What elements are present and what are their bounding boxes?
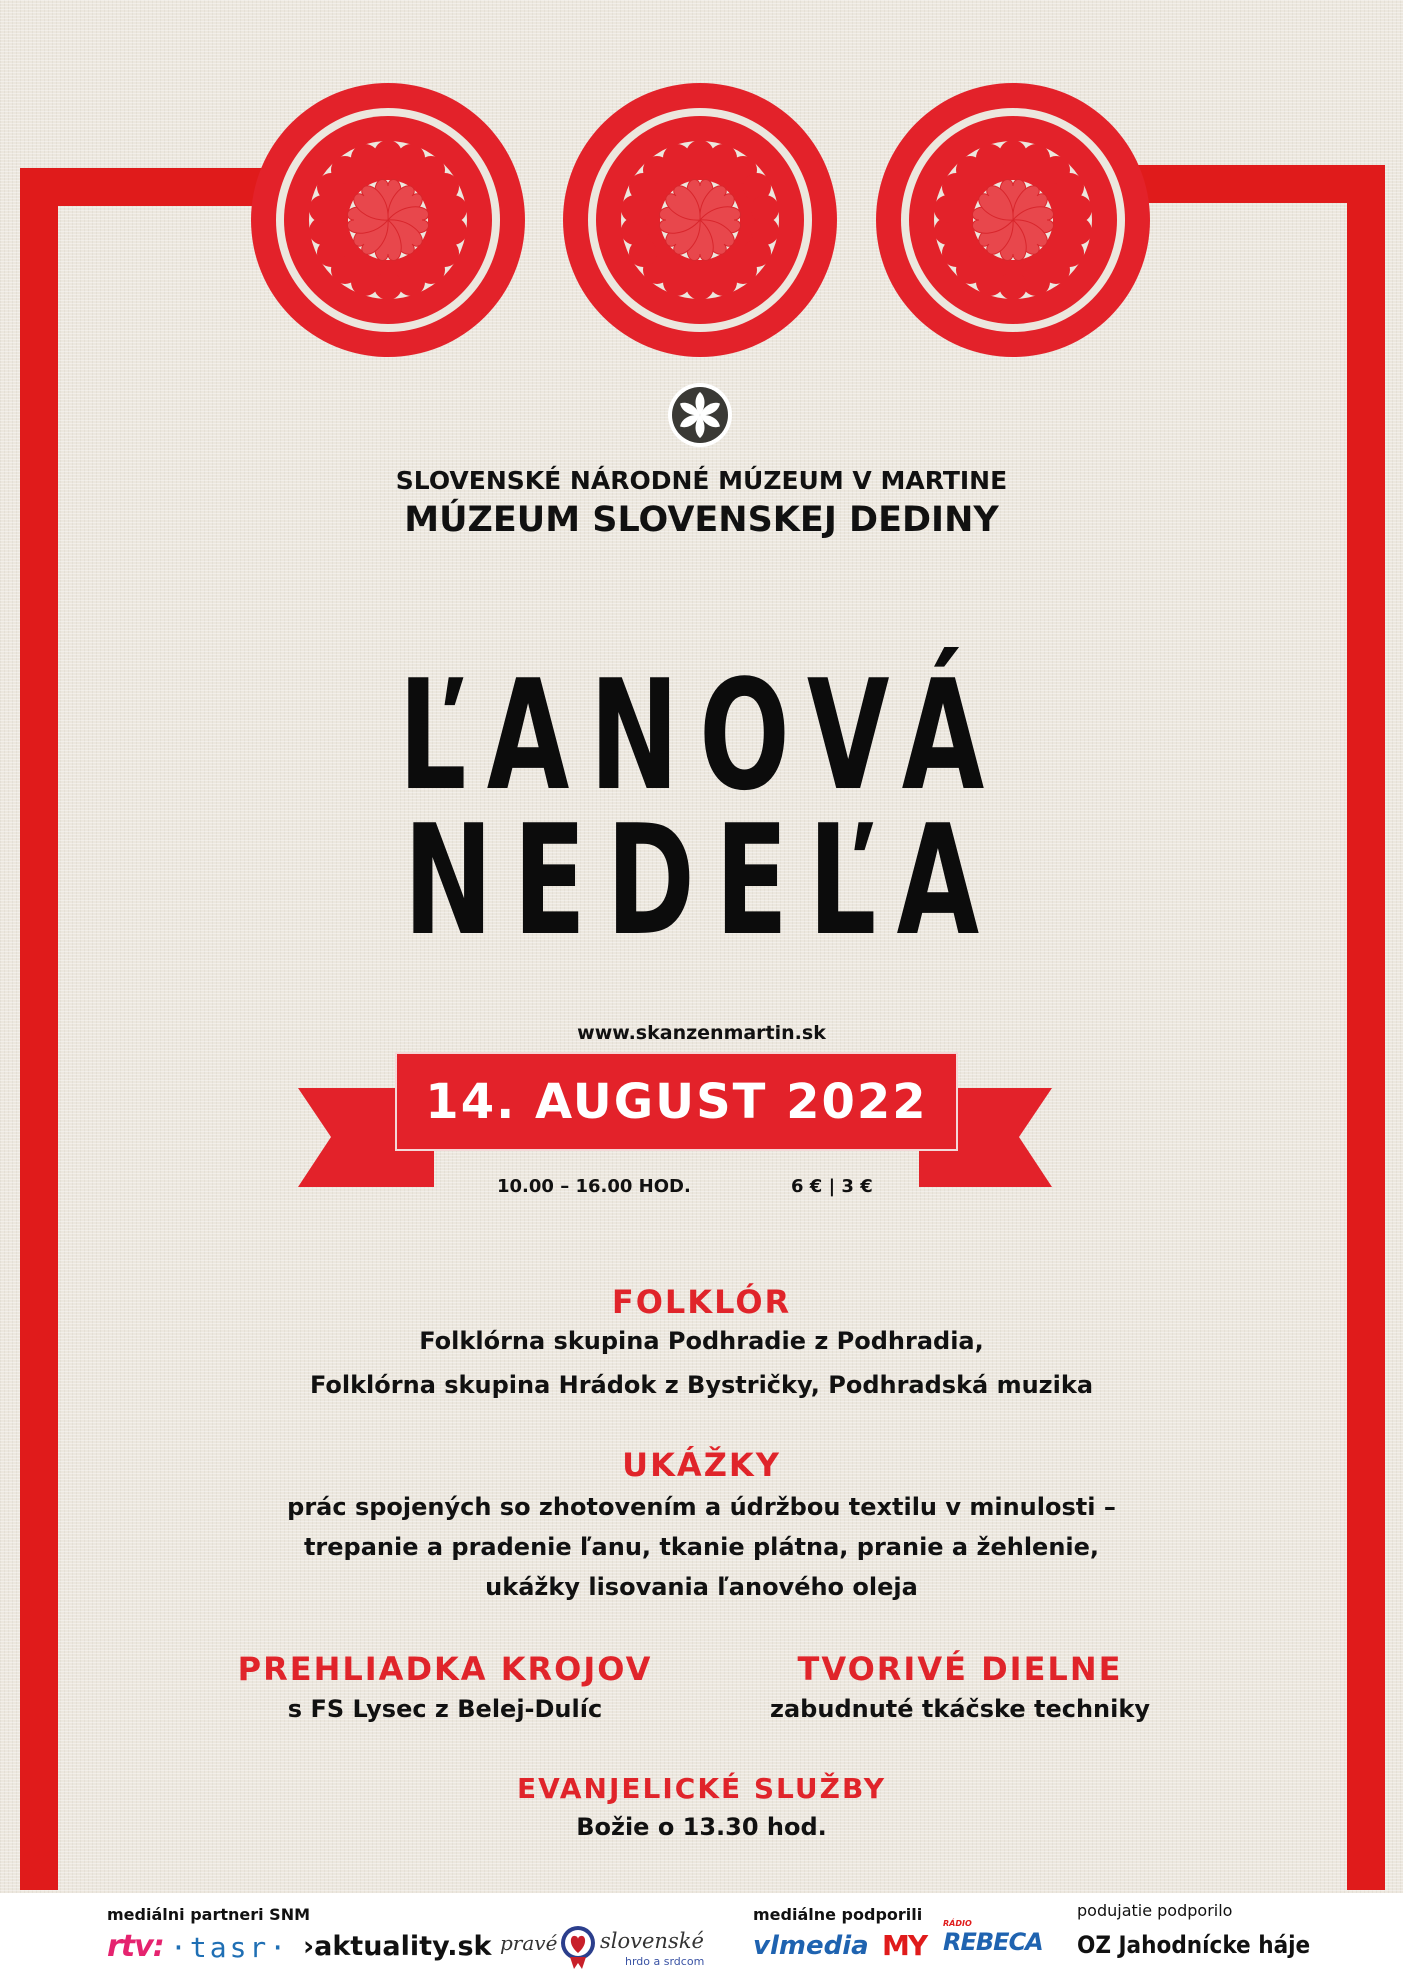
aktuality-logo-icon: ›aktuality.sk bbox=[303, 1931, 492, 1962]
medallion-center bbox=[563, 83, 837, 357]
museum-name: SLOVENSKÉ NÁRODNÉ MÚZEUM V MARTINE bbox=[395, 466, 1008, 495]
sponsors-footer bbox=[0, 1893, 1403, 1984]
media-supporters-label: mediálne podporili bbox=[753, 1905, 923, 1924]
six-petal-rosette-icon bbox=[668, 383, 732, 447]
section-body-ukazky-line3: ukážky lisovania ľanového oleja bbox=[485, 1573, 918, 1601]
event-supporter-label: podujatie podporilo bbox=[1077, 1901, 1233, 1920]
medallion-left bbox=[251, 83, 525, 357]
prave-slovenske-logo-icon: pravé slovenské hrdo a srdcom bbox=[500, 1925, 710, 1975]
section-body-folklor-line1: Folklórna skupina Podhradie z Podhradia, bbox=[419, 1327, 984, 1355]
tasr-logo-icon: ·tasr· bbox=[170, 1931, 290, 1964]
heart-ribbon-icon bbox=[560, 1925, 596, 1971]
section-heading-folklor: FOLKLÓR bbox=[611, 1283, 792, 1321]
section-body-dielne: zabudnuté tkáčske techniky bbox=[770, 1695, 1150, 1723]
section-body-ukazky-line1: prác spojených so zhotovením a údržbou textilu v minulosti – bbox=[287, 1493, 1116, 1521]
section-heading-ukazky: UKÁŽKY bbox=[622, 1446, 781, 1484]
rtvs-logo-icon: rtv: bbox=[107, 1929, 164, 1964]
section-body-ukazky-line2: trepanie a pradenie ľanu, tkanie plátna, pranie a žehlenie, bbox=[303, 1533, 1100, 1561]
event-title-line1: ĽANOVÁ bbox=[398, 647, 1005, 824]
website-link[interactable]: www.skanzenmartin.sk bbox=[577, 1022, 826, 1044]
medallion-right bbox=[876, 83, 1150, 357]
media-partners-label: mediálni partneri SNM bbox=[107, 1905, 310, 1924]
museum-subname: MÚZEUM SLOVENSKEJ DEDINY bbox=[404, 500, 999, 540]
vlmedia-logo-icon: vlmedia bbox=[753, 1931, 869, 1961]
section-body-prehliadka: s FS Lysec z Belej-Dulíc bbox=[287, 1695, 603, 1723]
section-heading-sluzby: EVANJELICKÉ SLUŽBY bbox=[516, 1772, 887, 1805]
section-body-folklor-line2: Folklórna skupina Hrádok z Bystričky, Podhradská muzika bbox=[309, 1371, 1094, 1399]
event-title-line2: NEDEĽA bbox=[403, 792, 1000, 969]
section-heading-dielne: TVORIVÉ DIELNE bbox=[797, 1650, 1123, 1688]
opening-hours: 10.00 – 16.00 HOD. bbox=[497, 1176, 691, 1197]
sponsor-name: OZ Jahodnícke háje bbox=[1077, 1931, 1311, 1959]
admission-price: 6 € | 3 € bbox=[791, 1176, 873, 1197]
section-body-sluzby: Božie o 13.30 hod. bbox=[576, 1813, 827, 1841]
event-date: 14. AUGUST 2022 bbox=[425, 1074, 928, 1130]
my-noviny-logo-icon: MY bbox=[882, 1929, 927, 1962]
section-heading-prehliadka: PREHLIADKA KROJOV bbox=[237, 1650, 653, 1688]
radio-rebeca-logo-icon: RÁDIO REBECA bbox=[943, 1919, 1043, 1956]
